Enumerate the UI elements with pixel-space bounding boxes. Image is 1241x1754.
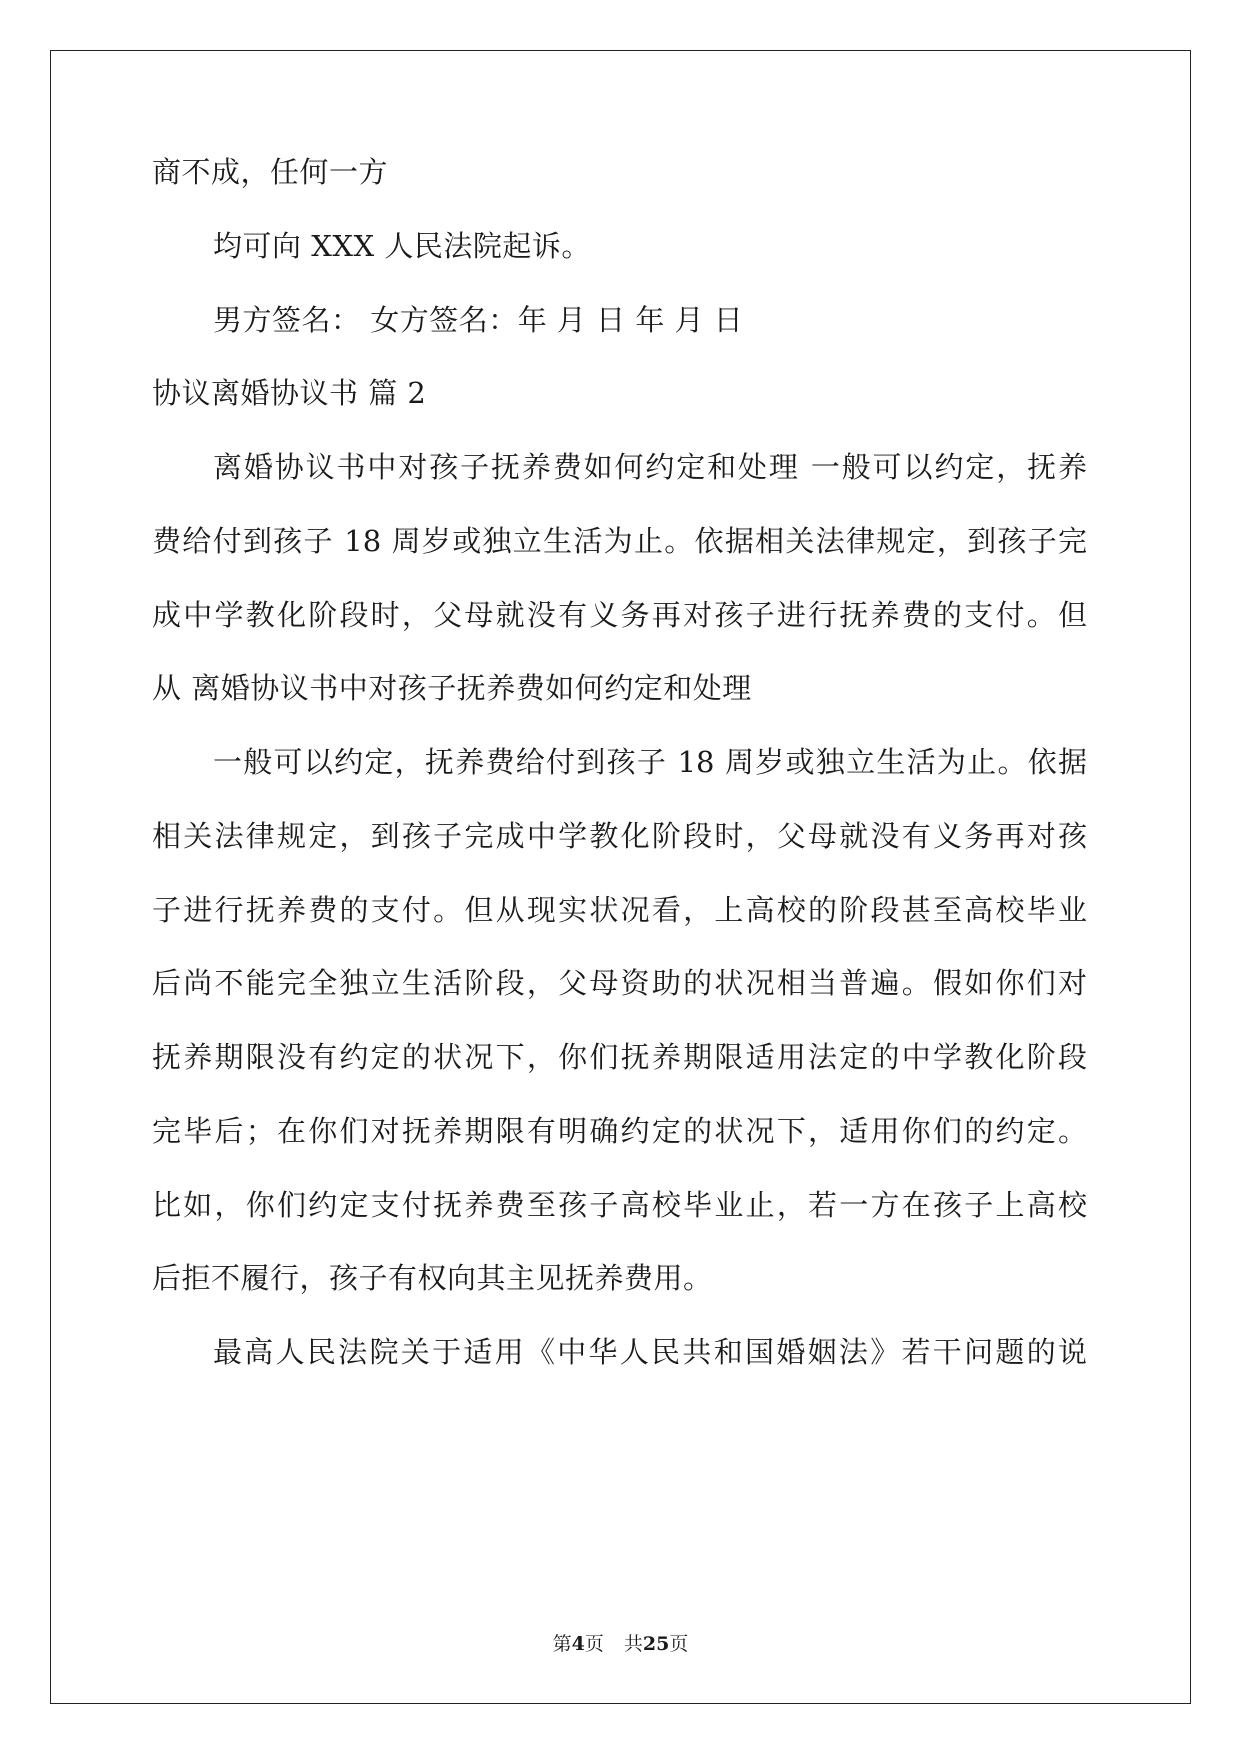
text-line: 抚养期限没有约定的状况下，你们抚养期限适用法定的中学教化阶段 (152, 1040, 1087, 1074)
total-suffix: 页 (669, 1633, 689, 1655)
text-line: 比如，你们约定支付抚养费至孩子高校毕业止，若一方在孩子上高校 (152, 1188, 1087, 1222)
text-line: 商不成，任何一方 (152, 155, 389, 189)
page-footer (0, 1632, 1241, 1656)
text-line: 一般可以约定，抚养费给付到孩子 18 周岁或独立生活为止。依据 (213, 745, 1087, 779)
page-number: 4 (571, 1633, 585, 1655)
text-line: 离婚协议书中对孩子抚养费如何约定和处理 一般可以约定，抚养 (213, 450, 1087, 484)
text-line: 成中学教化阶段时，父母就没有义务再对孩子进行抚养费的支付。但 (152, 598, 1087, 632)
text-line: 均可向 XXX 人民法院起诉。 (213, 229, 591, 263)
page-prefix: 第 (552, 1633, 572, 1655)
text-line: 子进行抚养费的支付。但从现实状况看，上高校的阶段甚至高校毕业 (152, 893, 1087, 927)
total-prefix: 共 (623, 1633, 643, 1655)
text-line: 费给付到孩子 18 周岁或独立生活为止。依据相关法律规定，到孩子完 (152, 524, 1087, 558)
text-line: 从 离婚协议书中对孩子抚养费如何约定和处理 (152, 671, 752, 705)
text-line: 后尚不能完全独立生活阶段，父母资助的状况相当普遍。假如你们对 (152, 966, 1087, 1000)
text-line: 最高人民法院关于适用《中华人民共和国婚姻法》若干问题的说 (213, 1335, 1087, 1369)
text-line: 完毕后；在你们对抚养期限有明确约定的状况下，适用你们的约定。 (152, 1114, 1087, 1148)
section-heading: 协议离婚协议书 篇 2 (152, 376, 427, 410)
page-suffix: 页 (584, 1633, 604, 1655)
text-line: 后拒不履行，孩子有权向其主见抚养费用。 (152, 1261, 713, 1295)
text-line: 相关法律规定，到孩子完成中学教化阶段时，父母就没有义务再对孩 (152, 819, 1087, 853)
total-pages: 25 (642, 1633, 670, 1655)
signature-line: 男方签名： 女方签名：年 月 日 年 月 日 (213, 303, 744, 337)
page-border (50, 50, 1191, 1704)
